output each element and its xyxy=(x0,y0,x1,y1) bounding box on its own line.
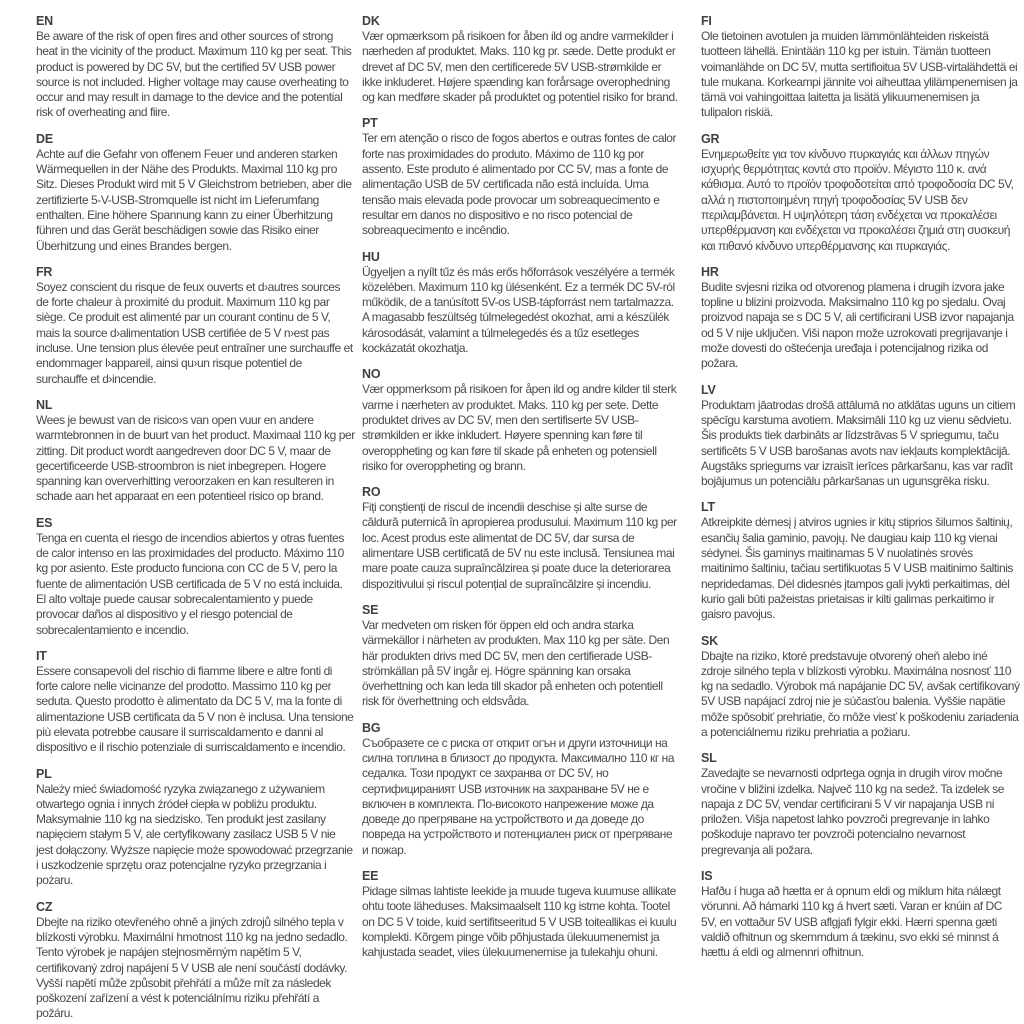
warning-text: Dbajte na riziko, ktoré predstavuje otvorený oheň alebo iné zdroje silného tepla v blízkosti výrobku. Maximálna nosnosť 110 kg na sedadlo. Výrobok má napájanie DC 5V, avšak certifikovaný 5V USB napájací zdroj nie je súčasťou balenia. Vyššie napätie môže spôsobiť prehriatie, čo môže viesť k poškodeniu zariadenia a potenciálnemu riziku prehriatia a požiaru. xyxy=(701,648,1020,739)
language-code: PT xyxy=(362,116,378,131)
section-pl xyxy=(36,767,355,889)
warning-text: Zavedajte se nevarnosti odprtega ognja in drugih virov močne vročine v bližini izdelka. Največ 110 kg na sedež. Ta izdelek se napaja z DC 5V, vendar certificirani 5 V vir napajanja USB ni priložen. Višja napetost lahko povzroči pregrevanje in lahko poškoduje napravo ter povzroči potencialno nevarnost pregrevanja ali požara. xyxy=(701,766,1004,857)
column-3 xyxy=(701,14,1020,972)
warning-text: Soyez conscient du risque de feux ouverts et d›autres sources de forte chaleur à proximité du produit. Maximum 110 kg par siège. Ce produit est alimenté par un courant continu de 5 V, mais la source d›alimentation USB certifiée de 5 V n›est pas incluse. Une tension plus élevée peut entraîner une surchauffe et endommager l›appareil, ainsi qu›un risque potentiel de surchauffe et d›incendie. xyxy=(36,279,353,386)
language-code: HU xyxy=(362,249,380,264)
section-pt xyxy=(362,116,681,238)
warning-text: Var medveten om risken för öppen eld och andra starka värmekällor i närheten av produkten. Max 110 kg per säte. Den här produkten drivs med DC 5V, men den certifierade USB-strömkällan på 5V ingår ej. Högre spänning kan orsaka överhettning och kan leda till skador på enheten och potentiell risk för överhettning och eldsvåda. xyxy=(362,617,670,709)
warning-text: Съобразете се с риска от открит огън и други източници на силна топлина в близост до продукта. Максимално 110 кг на седалка. Този продукт се захранва от DC 5V, но сертифицираният USB източник на захранване 5V не е включен в комплекта. По-високото напрежение може да доведе до прегряване на устройството и да доведе до повреда на устройството и потенциален риск от прегряване и пожар. xyxy=(362,735,675,857)
section-it xyxy=(36,649,355,756)
warning-text: Należy mieć świadomość ryzyka związanego z używaniem otwartego ognia i innych źródeł ciepła w pobliżu produktu. Maksymalnie 110 kg na siedzisko. Ten produkt jest zasilany napięciem stałym 5 V, ale certyfikowany zasilacz USB 5 V nie jest dołączony. Wyższe napięcie może spowodować przegrzanie i uszkodzenie sprzętu oraz potencjalne ryzyko przegrzania i pożaru. xyxy=(36,781,353,888)
section-ee xyxy=(362,869,681,960)
warning-text: Essere consapevoli del rischio di fiamme libere e altre fonti di forte calore nelle vicinanze del prodotto. Massimo 110 kg per seduta. Questo prodotto è alimentato da DC 5 V, ma la fonte di alimentazione USB certificata da 5 V non è inclusa. Una tensione più elevata potrebbe causare il surriscaldamento e danni al dispositivo e il rischio potenziale di surriscaldamento e incendio. xyxy=(36,663,354,755)
section-lt xyxy=(701,500,1020,622)
section-hu xyxy=(362,250,681,357)
language-code: LV xyxy=(701,382,716,397)
warning-text: Ter em atenção o risco de fogos abertos e outras fontes de calor forte nas proximidades do produto. Máximo de 110 kg por assento. Este produto é alimentado por CC 5V, mas a fonte de alimentação USB de 5V certificada não está incluída. Uma tensão mais elevada pode provocar um sobreaquecimento e resultar em danos no dispositivo e no risco potencial de sobreaquecimento e incêndio. xyxy=(362,131,677,238)
warning-text: Vær oppmerksom på risikoen for åpen ild og andre kilder til sterk varme i nærheten av produktet. Maks. 110 kg per sete. Dette produktet drives av DC 5V, men den sertifiserte 5V USB-strømkilden er ikke inkludert. Høyere spenning kan føre til overoppheting og kan føre til skade på enheten og potensiell risiko for overoppheting og brann. xyxy=(362,382,677,473)
section-nl xyxy=(36,398,355,505)
section-ro xyxy=(362,485,681,592)
language-code: GR xyxy=(701,131,720,146)
warning-text: Ügyeljen a nyílt tűz és más erős hőforrások veszélyére a termék közelében. Maximum 110 kg ülésenként. Ez a termék DC 5V-ról működik, de a tanúsított 5V-os USB-tápforrást nem tartalmazza. A magasabb feszültség túlmelegedést okozhat, ami a készülék károsodását, valamint a túlmelegedés és a tűz esetleges kockázatát okozhatja. xyxy=(362,264,675,356)
warning-text: Wees je bewust van de risico›s van open vuur en andere warmtebronnen in de buurt van het product. Maximaal 110 kg per zitting. Dit product wordt aangedreven door DC 5 V, maar de gecertificeerde USB-stroombron is niet inbegrepen. Hogere spanning kan oververhitting veroorzaken en kan resulteren in schade aan het apparaat en een potentieel risico op brand. xyxy=(36,412,355,504)
section-bg xyxy=(362,721,681,858)
language-code: FR xyxy=(36,264,53,279)
section-en xyxy=(36,14,355,121)
section-sl xyxy=(701,751,1020,858)
language-code: PL xyxy=(36,766,52,781)
column-2 xyxy=(362,14,681,972)
warning-text: Be aware of the risk of open fires and other sources of strong heat in the vicinity of the product. Maximum 110 kg per seat. This product is powered by DC 5V, but the certified 5V USB power source is not included. Higher voltage may cause overheating to occur and may result in damage to the device and the potential risk of overheating and fiire. xyxy=(36,29,352,120)
language-code: IS xyxy=(701,869,713,884)
warning-text: Atkreipkite dėmesį į atviros ugnies ir kitų stiprios šilumos šaltinių, esančių šalia gaminio, pavojų. Ne daugiau kaip 110 kg vienai sėdynei. Šis gaminys maitinamas 5 V nuolatinės srovės maitinimo šaltiniu, tačiau sertifikuotas 5 V USB maitinimo šaltinis nepridedamas. Dėl didesnės įtampos gali įvykti perkaitimas, dėl kurio gali būti pažeistas prietaisas ir kilti galimas perkaitimo ir gaisro pavojus. xyxy=(701,515,1013,622)
section-es xyxy=(36,516,355,638)
warning-text: Ole tietoinen avotulen ja muiden lämmönlähteiden riskeistä tuotteen lähellä. Enintään 110 kg per istuin. Tämän tuotteen voimanlähde on DC 5V, mutta sertifioitua 5V USB-virtalähdettä ei tule mukana. Korkeampi jännite voi aiheuttaa ylilämpenemisen ja tämä voi vahingoittaa laitetta ja lisätä ylikuumenemisen ja tulipalon riskiä. xyxy=(701,29,1018,120)
section-de xyxy=(36,132,355,254)
language-code: SE xyxy=(362,602,379,617)
language-code: FI xyxy=(701,14,712,28)
language-code: SL xyxy=(701,751,717,766)
warning-text: Hafðu í huga að hætta er á opnum eldi og miklum hita nálægt vörunni. Að hámarki 110 kg á hvert sæti. Varan er knúin af DC 5V, en vottaður 5V USB aflgjafi fylgir ekki. Hærri spenna gæti valdið ofhitnun og skemmdum á tækinu, svo ekki sé minnst á hættu á eldi og almennri ofhitnun. xyxy=(701,884,1002,960)
section-is xyxy=(701,869,1020,960)
section-lv xyxy=(701,383,1020,490)
warning-text: Tenga en cuenta el riesgo de incendios abiertos y otras fuentes de calor intenso en las proximidades del producto. Máximo 110 kg por asiento. Este producto funciona con CC de 5 V, pero la fuente de alimentación USB certificada de 5 V no está incluida. El alto voltaje puede causar sobrecalentamiento y puede provocar daños al dispositivo y el riesgo potencial de sobrecalentamiento e incendio. xyxy=(36,530,344,637)
language-code: NL xyxy=(36,397,53,412)
section-fi xyxy=(701,14,1020,121)
language-code: DE xyxy=(36,131,53,146)
language-code: BG xyxy=(362,720,381,735)
warning-text: Achte auf die Gefahr von offenem Feuer und anderen starken Wärmequellen in der Nähe des Produkts. Maximal 110 kg pro Sitz. Dieses Produkt wird mit 5 V Gleichstrom betrieben, aber die zertifizierte 5-V-USB-Stromquelle ist nicht im Lieferumfang enthalten. Eine höhere Spannung kann zu einer Überhitzung führen und das Gerät beschädigen sowie das Risiko einer Überhitzung und eines Brandes bergen. xyxy=(36,146,352,253)
language-code: LT xyxy=(701,500,715,515)
section-hr xyxy=(701,265,1020,372)
language-code: EN xyxy=(36,14,53,28)
section-sk xyxy=(701,634,1020,741)
column-1 xyxy=(36,14,355,1024)
warning-text: Vær opmærksom på risikoen for åben ild og andre varmekilder i nærheden af produktet. Maks. 110 kg pr. sæde. Dette produkt er drevet af DC 5V, men den certificerede 5V USB-strømkilde er ikke inkluderet. Højere spænding kan forårsage overophedning og kan medføre skader på produktet og potentiel risiko for brand. xyxy=(362,29,678,105)
section-fr xyxy=(36,265,355,387)
language-code: CZ xyxy=(36,899,53,914)
warning-text: Pidage silmas lahtiste leekide ja muude tugeva kuumuse allikate ohtu toote läheduses. Maksimaalselt 110 kg istme kohta. Tootel on DC 5 V toide, kuid sertifitseeritud 5 V USB toiteallikas ei kuulu komplekti. Kõrgem pinge võib põhjustada ülekuumenemist ja kahjustada seadet, viies ülekuumenemise ja tulekahju ohuni. xyxy=(362,884,677,960)
language-code: RO xyxy=(362,485,381,500)
language-code: SK xyxy=(701,633,718,648)
language-code: DK xyxy=(362,14,380,28)
language-code: ES xyxy=(36,515,53,530)
language-code: EE xyxy=(362,869,379,884)
warning-text: Budite svjesni rizika od otvorenog plamena i drugih izvora jake topline u blizini proizvoda. Maksimalno 110 kg po sjedalu. Ovaj proizvod napaja se s DC 5 V, ali certificirani USB izvor napajanja od 5 V nije uključen. Viši napon može uzrokovati pregrijavanje i može dovesti do oštećenja uređaja i potencijalnog rizika od požara. xyxy=(701,279,1014,371)
warning-text: Produktam jāatrodas drošā attālumā no atklātas uguns un citiem spēcīgu karstuma avotiem. Maksimāli 110 kg uz vienu sēdvietu. Šis produkts tiek darbināts ar līdzstrāvas 5 V spriegumu, taču sertificēts 5 V USB barošanas avots nav iekļauts komplektācijā. Augstāks spriegums var izraisīt ierīces pārkaršanu, kas var radīt bojājumus un potenciālu pārkaršanas un ugunsgrēka risku. xyxy=(701,397,1016,489)
warning-text: Fiți conștienți de riscul de incendii deschise și alte surse de căldură puternică în apropierea produsului. Maximum 110 kg per loc. Acest produs este alimentat de DC 5V, dar sursa de alimentare USB certificată de 5V nu este inclusă. Tensiunea mai mare poate cauza supraîncălzirea și poate duce la deteriorarea dispozitivului și riscul potențial de supraîncălzire și incendiu. xyxy=(362,500,677,591)
section-dk xyxy=(362,14,681,105)
language-code: HR xyxy=(701,264,719,279)
section-se xyxy=(362,603,681,710)
language-code: IT xyxy=(36,648,47,663)
section-gr xyxy=(701,132,1020,254)
section-no xyxy=(362,367,681,474)
section-cz xyxy=(36,900,355,1022)
warning-text: Dbejte na riziko otevřeného ohně a jiných zdrojů silného tepla v blízkosti výrobku. Maximální hmotnost 110 kg na jedno sedadlo. Tento výrobek je napájen stejnosměrným napětím 5 V, certifikovaný zdroj napájení 5 V USB ale není součástí dodávky. Vyšší napětí může způsobit přehřátí a může mít za následek poškození zařízení a vést k potenciálnímu riziku přehřátí a požáru. xyxy=(36,914,348,1021)
warning-text: Ενημερωθείτε για τον κίνδυνο πυρκαγιάς και άλλων πηγών ισχυρής θερμότητας κοντά στο προϊόν. Μέγιστο 110 κ. ανά κάθισμα. Αυτό το προϊόν τροφοδοτείται από τροφοδοσία DC 5V, αλλά η πιστοποιημένη πηγή τροφοδοσίας 5V USB δεν περιλαμβάνεται. Η υψηλότερη τάση ενδέχεται να προκαλέσει υπερθέρμανση και ενδέχεται να προκαλέσει ζημιά στη συσκευή και πιθανό κίνδυνο υπερθέρμανσης και πυρκαγιάς. xyxy=(701,146,1014,253)
language-code: NO xyxy=(362,367,381,382)
